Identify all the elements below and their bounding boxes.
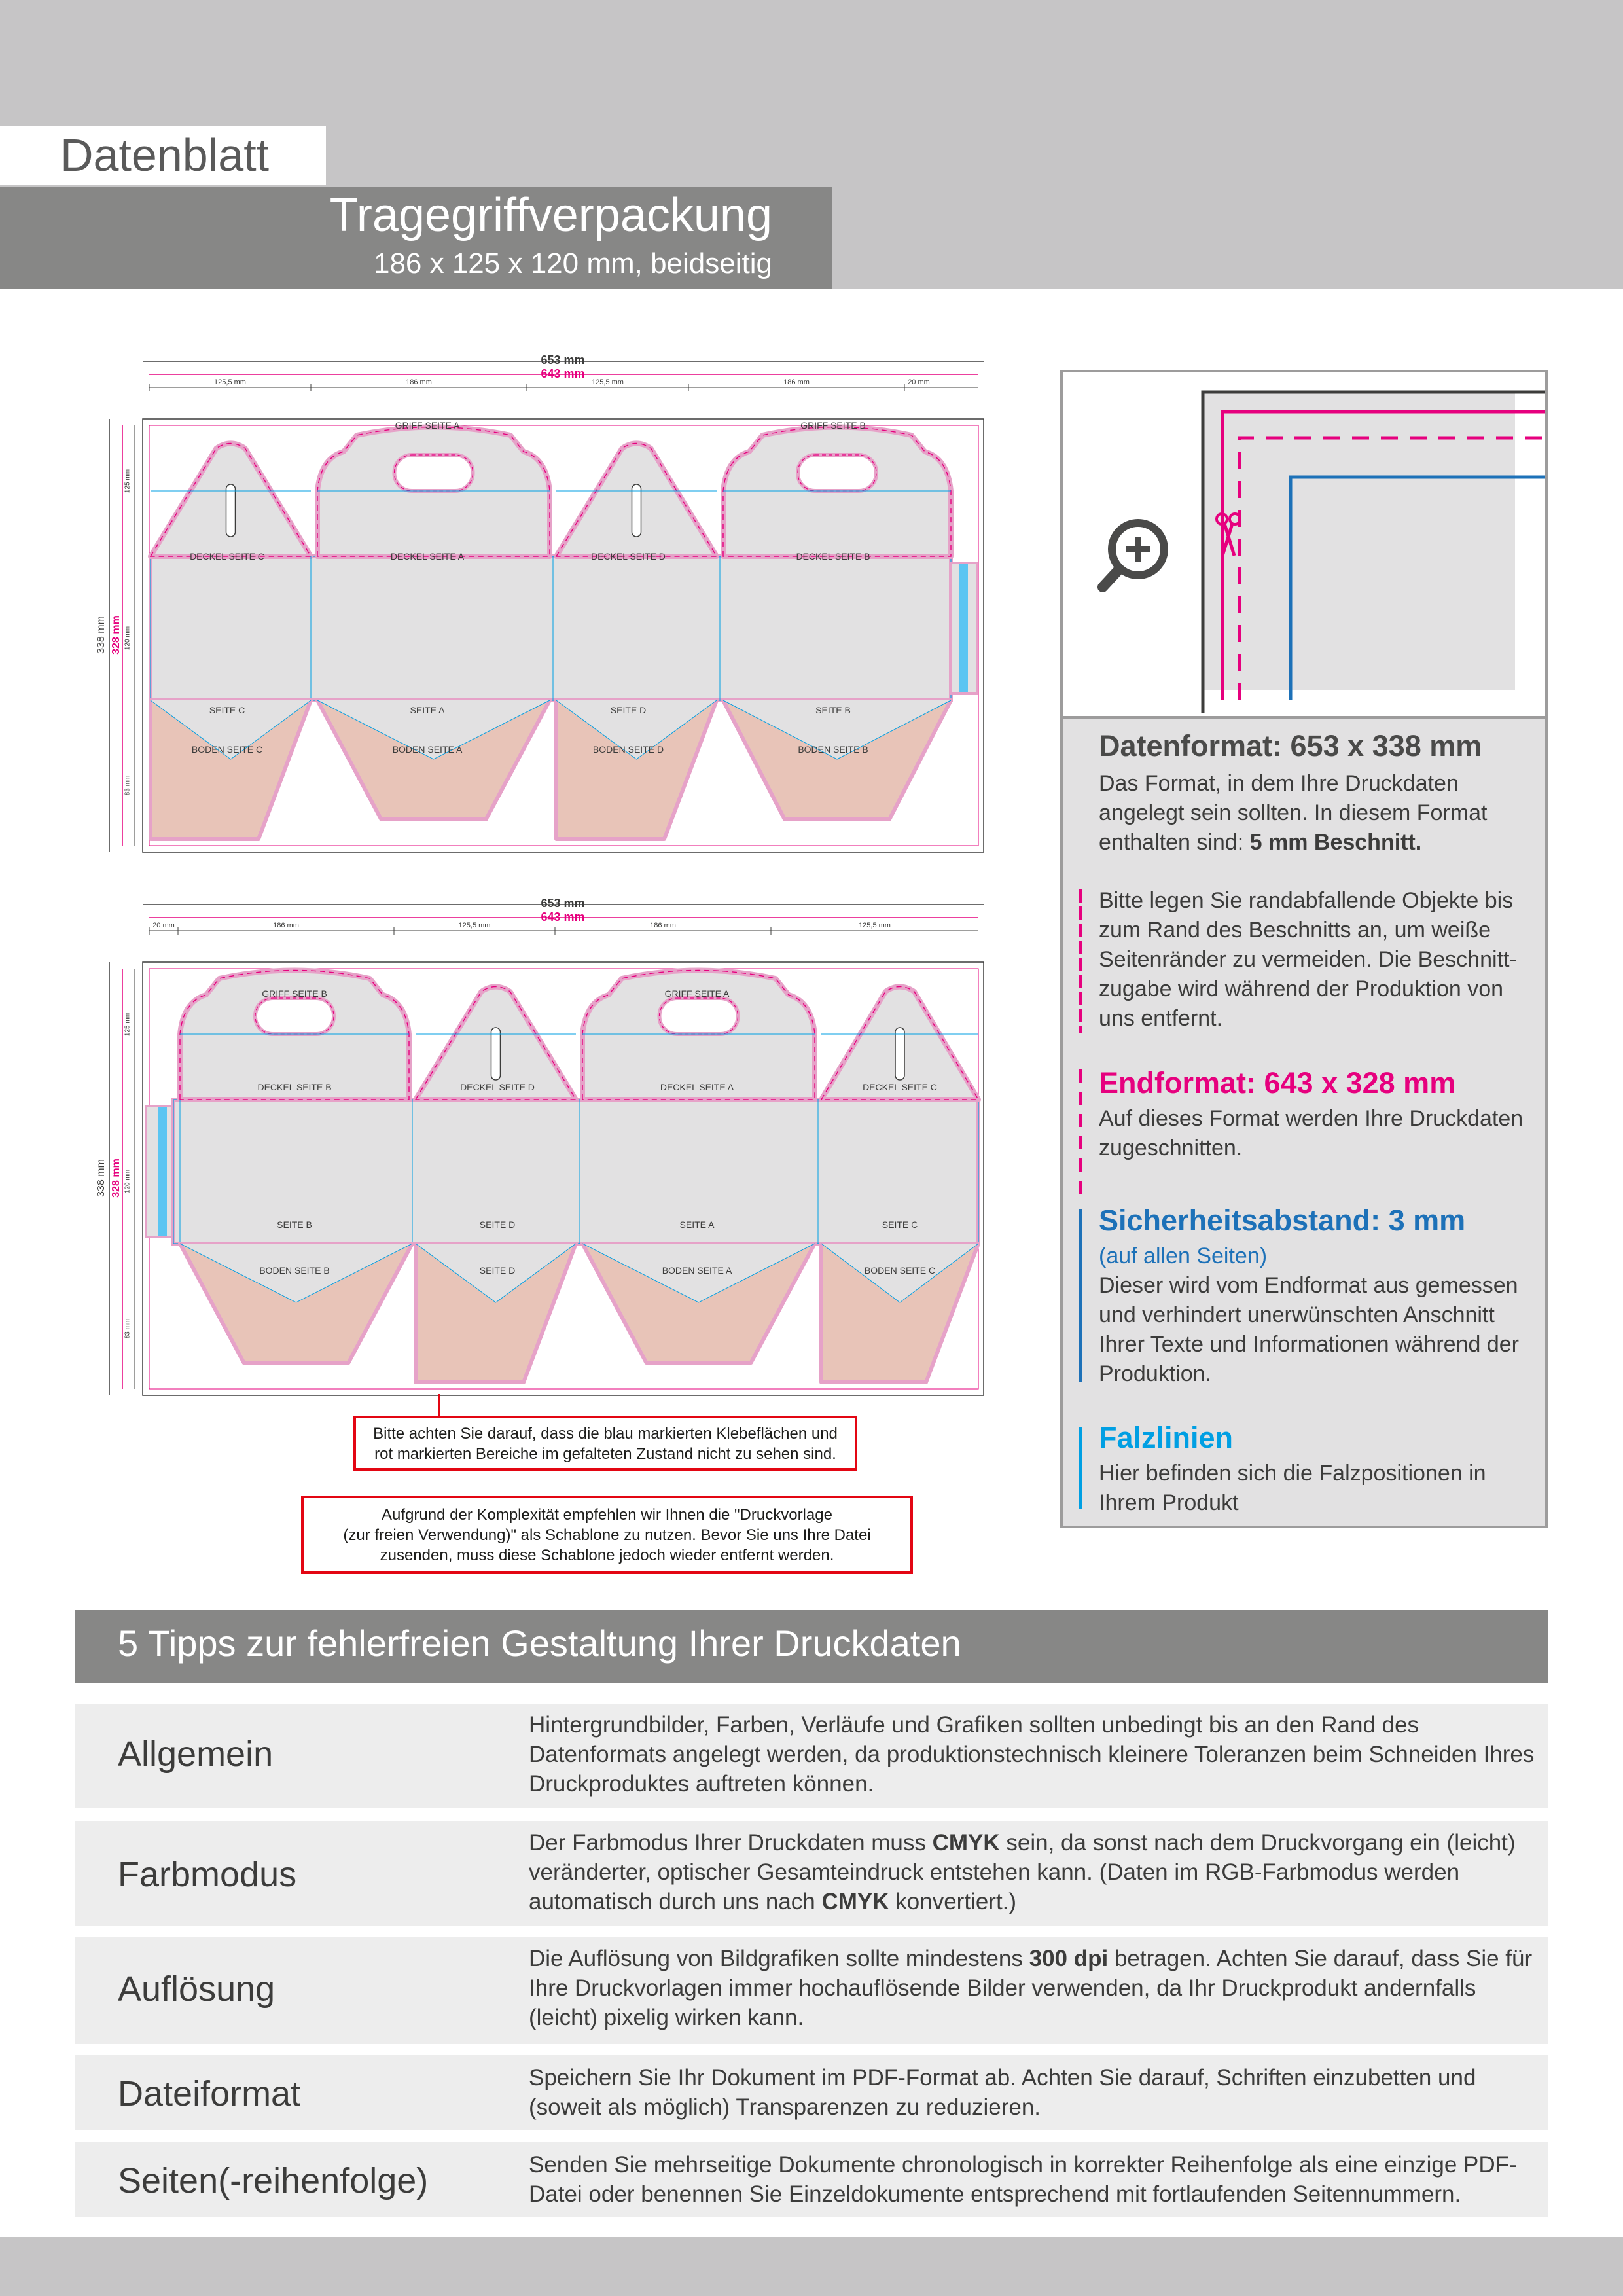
panel-label: DECKEL SEITE A [660, 1082, 734, 1092]
beschnitt-marker [1079, 889, 1082, 1033]
panel-label: DECKEL SEITE B [257, 1082, 332, 1092]
tip-label: Seiten(-reihenfolge) [118, 2161, 429, 2200]
panel-label: BODEN SEITE A [392, 744, 463, 755]
side-panels [151, 556, 951, 700]
glue-area [959, 564, 968, 692]
panel-label: DECKEL SEITE C [190, 551, 264, 562]
bleed-preview-svg [1063, 372, 1545, 716]
panel-label: GRIFF SEITE B [262, 988, 327, 999]
panel-label: GRIFF SEITE B [800, 420, 866, 431]
panel-label: SEITE C [209, 705, 245, 715]
panel-label: SEITE D [479, 1265, 516, 1276]
final-width-label: 643 mm [541, 367, 585, 380]
falzlinien-title: Falzlinien [1099, 1421, 1234, 1454]
sicherheit-title: Sicherheitsabstand: 3 mm [1099, 1204, 1466, 1237]
tip-row-allgemein [75, 1704, 1548, 1808]
panel-label: BODEN SEITE A [662, 1265, 732, 1276]
segment-label: 125,5 mm [458, 922, 491, 929]
total-width-label: 653 mm [541, 897, 585, 910]
panel-label: SEITE B [815, 705, 851, 715]
tip-row-dateiformat [75, 2055, 1548, 2130]
title-bar [0, 187, 832, 289]
falzlinien-marker [1079, 1427, 1082, 1509]
panel-label: GRIFF SEITE A [664, 988, 730, 999]
datenformat-title: Datenformat: 653 x 338 mm [1099, 729, 1482, 762]
slot [491, 1028, 501, 1080]
segment-label: 186 mm [650, 922, 676, 929]
segment-label: 125,5 mm [592, 378, 624, 386]
segment-label: 186 mm [273, 922, 299, 929]
panel-label: SEITE D [479, 1219, 516, 1230]
panel-label: SEITE A [679, 1219, 715, 1230]
sicherheit-text: Dieser wird vom Endformat aus gemessen und verhindert unerwünschten Anschnitt Ihrer Texte und Informationen während der Produktion. [1099, 1273, 1519, 1386]
datenblatt-label: Datenblatt [60, 130, 270, 181]
segment-label: 186 mm [783, 378, 810, 386]
zoom-preview [1063, 372, 1545, 719]
tip-text-part: Der Farbmodus Ihrer Druckdaten muss [529, 1830, 933, 1856]
slot [632, 484, 641, 537]
tip-row-farbmodus [75, 1821, 1548, 1926]
sicherheit-marker [1079, 1209, 1082, 1382]
height-label: 120 mm [124, 626, 132, 651]
datenblatt-tab [0, 126, 326, 185]
total-width-label: 653 mm [541, 353, 585, 367]
tip-text-part: Hintergrundbilder, Farben, Verläufe und Grafiken sollten unbedingt bis an den Rand des Datenformats angelegt werden, da produktionstechnisch kleinere Toleranzen beim Schneiden Ihres Druckproduktes auftreten können. [529, 1712, 1535, 1797]
tip-text [529, 2063, 1537, 2122]
height-label: 83 mm [124, 1318, 132, 1339]
panel-label: BODEN SEITE B [798, 744, 868, 755]
tip-label: Dateiformat [118, 2074, 301, 2113]
handle-hole [660, 998, 738, 1034]
tip-text-part: Die Auflösung von Bildgrafiken sollte mindestens [529, 1946, 1029, 1971]
handle-hole [255, 998, 334, 1034]
panel-label: SEITE B [277, 1219, 312, 1230]
tip-text-bold: 300 dpi [1029, 1946, 1109, 1971]
tip-label: Farbmodus [118, 1855, 297, 1894]
glue-area [158, 1107, 167, 1236]
tip-row-aufloesung [75, 1937, 1548, 2044]
segment-label: 20 mm [152, 922, 175, 929]
product-title: Tragegriffverpackung [329, 189, 772, 242]
tip-text-part: Speichern Sie Ihr Dokument im PDF-Format ab. Achten Sie darauf, Schriften einzubetten und (soweit als möglich) Transparenzen zu reduzieren. [529, 2065, 1476, 2120]
tip-text-part: betragen. Achten Sie darauf, dass Sie für Ihre Druckvorlagen immer hochauflösende Bilder verwenden, da Ihr Druckprodukt andernfalls (leicht) pixelig wirken kann. [529, 1946, 1533, 2030]
panel-label: GRIFF SEITE A [395, 420, 460, 431]
tip-text-bold: CMYK [932, 1830, 1000, 1856]
panel-label: SEITE A [410, 705, 445, 715]
template-note [301, 1496, 913, 1574]
tip-text [529, 2150, 1537, 2209]
height-label: 125 mm [124, 1012, 132, 1037]
panel-label: SEITE C [882, 1219, 918, 1230]
endformat-marker [1079, 1069, 1082, 1194]
panel-label: BODEN SEITE B [259, 1265, 330, 1276]
segment-label: 125,5 mm [859, 922, 891, 929]
falzlinien-text: Hier befinden sich die Falzpositionen in Ihrem Produkt [1099, 1461, 1486, 1515]
datenformat-text-main: Das Format, in dem Ihre Druckdaten angelegt sein sollten. In diesem Format enthalten sind: [1099, 771, 1488, 855]
die-cut-svg [75, 347, 991, 1407]
tip-text [529, 1828, 1537, 1916]
datenformat-text [1099, 769, 1544, 857]
tip-text-part: konvertiert.) [889, 1889, 1017, 1914]
height-label: 125 mm [124, 469, 132, 493]
panel-label: BODEN SEITE C [864, 1265, 936, 1276]
slot [226, 484, 236, 537]
tip-text [529, 1944, 1537, 2032]
height-label: 83 mm [124, 775, 132, 796]
total-height-label: 338 mm [96, 1159, 107, 1197]
glue-note-line-1: Bitte achten Sie darauf, dass die blau markierten Klebeflächen und [373, 1425, 838, 1443]
die-cut-diagram [75, 347, 991, 1407]
note-connector [438, 1394, 440, 1417]
tips-heading-bar [75, 1610, 1548, 1683]
height-label: 120 mm [124, 1169, 132, 1194]
handle-hole [798, 455, 876, 491]
template-note-line-1: Aufgrund der Komplexität empfehlen wir Ihnen die "Druckvorlage [382, 1506, 832, 1524]
total-height-label: 338 mm [96, 616, 107, 654]
tip-text-bold: CMYK [821, 1889, 889, 1914]
footer-band [0, 2237, 1623, 2296]
segment-label: 20 mm [908, 378, 930, 386]
panel-label: DECKEL SEITE B [796, 551, 870, 562]
panel-label: DECKEL SEITE C [863, 1082, 937, 1092]
tip-row-seitenreihenfolge [75, 2142, 1548, 2217]
tip-text-part: Senden Sie mehrseitige Dokumente chronologisch in korrekter Reihenfolge als eine einzige PDF-Datei oder benennen Sie Einzeldokumente entsprechend mit fortlaufenden Seitennummern. [529, 2152, 1517, 2207]
panel-label: DECKEL SEITE A [390, 551, 465, 562]
template-note-line-2: (zur freien Verwendung)" als Schablone zu nutzen. Bevor Sie uns Ihre Datei [343, 1526, 871, 1544]
info-panel [1060, 370, 1548, 1528]
segment-label: 186 mm [406, 378, 432, 386]
tip-label: Auflösung [118, 1969, 276, 2009]
tip-text-part: sein, da sonst nach dem Druckvorgang ein (leicht) veränderter, optischer Gesamteindruck entstehen kann. (Daten im RGB-Farbmodus werden automatisch durch uns nach [529, 1830, 1516, 1914]
sicherheit-subtitle: (auf allen Seiten) [1099, 1244, 1268, 1268]
slot [895, 1028, 904, 1080]
beschnitt-text: Bitte legen Sie randabfallende Objekte bis zum Rand des Beschnitts an, um weiße Seitenränder zu vermeiden. Die Beschnitt-zugabe wird während der Produktion von uns entfernt. [1099, 888, 1517, 1031]
glue-note-line-2: rot markierten Bereiche im gefalteten Zustand nicht zu sehen sind. [374, 1445, 836, 1463]
panel-label: BODEN SEITE C [191, 744, 263, 755]
panel-label: SEITE D [610, 705, 647, 715]
endformat-text: Auf dieses Format werden Ihre Druckdaten zugeschnitten. [1099, 1106, 1524, 1160]
panel-label: BODEN SEITE D [592, 744, 664, 755]
tip-text [529, 1710, 1537, 1799]
panel-label: DECKEL SEITE D [591, 551, 666, 562]
handle-hole [395, 455, 473, 491]
glue-note [353, 1416, 857, 1471]
datenformat-text-bold: 5 mm Beschnitt. [1249, 830, 1422, 855]
product-spec: 186 x 125 x 120 mm, beidseitig [373, 247, 772, 279]
template-note-line-3: zusenden, muss diese Schablone jedoch wieder entfernt werden. [380, 1547, 834, 1564]
final-width-label: 643 mm [541, 910, 585, 924]
endformat-title: Endformat: 643 x 328 mm [1099, 1066, 1456, 1100]
segment-label: 125,5 mm [214, 378, 246, 386]
tip-label: Allgemein [118, 1734, 274, 1774]
final-height-label: 328 mm [111, 1158, 122, 1198]
tips-heading: 5 Tipps zur fehlerfreien Gestaltung Ihrer Druckdaten [118, 1623, 961, 1664]
final-height-label: 328 mm [111, 615, 122, 655]
panel-label: DECKEL SEITE D [460, 1082, 535, 1092]
